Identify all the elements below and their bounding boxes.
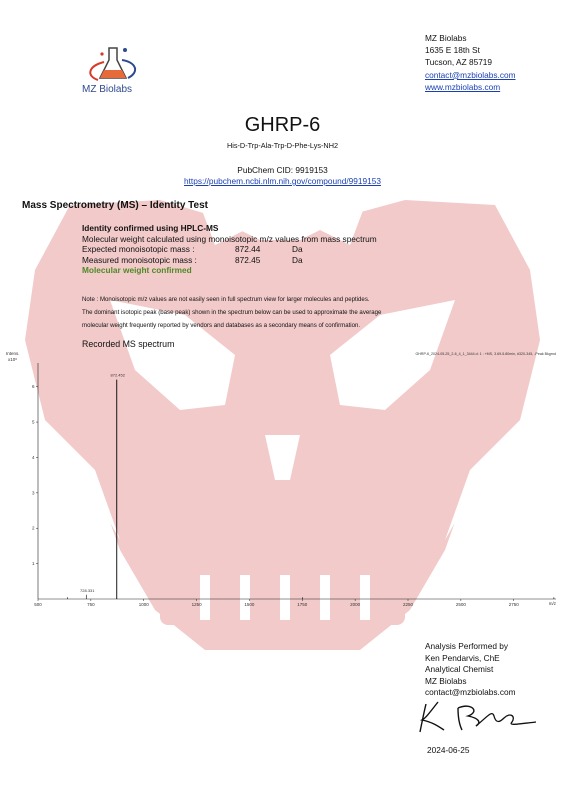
company-website-link[interactable]: www.mzbiolabs.com [425, 81, 501, 92]
pubchem-link[interactable]: https://pubchem.ncbi.nlm.nih.gov/compound/9919153 [184, 176, 381, 186]
section-heading: Mass Spectrometry (MS) – Identity Test [22, 200, 208, 211]
company-street: 1635 E 18th St [425, 45, 480, 56]
signature-date: 2024-06-25 [427, 745, 470, 755]
expected-mass-label: Expected monoisotopic mass : [82, 244, 195, 255]
analyst-email: contact@mzbiolabs.com [425, 687, 516, 698]
measured-mass-label: Measured monoisotopic mass : [82, 254, 197, 265]
y-tick-label: 1 [31, 561, 35, 567]
measured-mass-value: 872.45 [235, 254, 261, 265]
note-line: Note : Monoisotopic m/z values are not easily seen in full spectrum view for larger molecules and peptides. [82, 296, 370, 303]
compound-title: GHRP-6 [244, 114, 321, 136]
pubchem-cid: PubChem CID: 9919153 [237, 165, 328, 175]
x-axis-unit: m/z [548, 601, 556, 606]
peak-label: 728.331 [80, 587, 95, 593]
note-block [82, 293, 482, 333]
x-tick-label: 2000 [350, 602, 361, 607]
x-tick-label: 1500 [244, 602, 255, 607]
expected-mass-value: 872.44 [235, 244, 261, 255]
expected-mass-row [82, 244, 377, 255]
peak-label: 872.452 [110, 372, 125, 378]
measured-mass-row [82, 255, 377, 266]
ms-spectrum-chart [0, 347, 565, 609]
x-tick-label: 2500 [455, 602, 466, 607]
identity-title: Identity confirmed using HPLC-MS [82, 223, 219, 233]
note-line: The dominant isotopic peak (base peak) shown in the spectrum below can be used to approximate the average [82, 309, 382, 317]
x-tick-label: 2750 [508, 602, 519, 607]
logo-text: MZ Biolabs [82, 84, 133, 95]
performed-by-label: Analysis Performed by [425, 641, 509, 651]
identity-block [82, 223, 377, 276]
handwritten-signature [408, 694, 548, 736]
x-tick-label: 1000 [138, 602, 149, 607]
method-description: Molecular weight calculated using monoisotopic m/z values from mass spectrum [82, 233, 377, 244]
y-axis-label-unit: x10⁶ [8, 357, 18, 362]
y-axis-label-top: Intens. [6, 351, 20, 356]
y-tick-label: 4 [31, 454, 35, 460]
x-tick-label: 2250 [402, 602, 414, 607]
expected-mass-unit: Da [292, 244, 303, 255]
spectrum-file-info: GHRP-6_2024-05-25_2-6_4_1_3444.d: 1 : +MS, 3.69-5.80min, #320-345, -Peak Bkgrnd [415, 352, 556, 356]
analyst-name: Ken Pendarvis, ChE [425, 652, 500, 663]
x-tick-label: 750 [87, 602, 95, 607]
confirmation-text: Molecular weight confirmed [82, 265, 192, 276]
measured-mass-unit: Da [292, 254, 303, 265]
x-tick-label: 1250 [191, 602, 202, 607]
y-tick-label: 5 [31, 419, 35, 425]
signature-block [425, 641, 516, 699]
x-tick-label: 1750 [297, 602, 308, 607]
compound-sequence: His-D-Trp-Ala-Trp-D-Phe-Lys-NH2 [226, 141, 339, 150]
company-name: MZ Biolabs [425, 33, 467, 43]
y-tick-label: 3 [31, 490, 35, 496]
note-line: molecular weight frequently reported by vendors and databases as a secondary means of confirmation. [82, 322, 361, 330]
pubchem-link-row [0, 176, 565, 186]
analyst-company: MZ Biolabs [425, 675, 467, 686]
y-tick-label: 2 [31, 525, 35, 531]
company-city: Tucson, AZ 85719 [425, 57, 493, 68]
company-address [425, 32, 516, 93]
company-email-link[interactable]: contact@mzbiolabs.com [425, 69, 516, 80]
x-tick-label: 500 [34, 602, 42, 607]
y-tick-label: 6 [31, 384, 35, 390]
spectrum-title: Recorded MS spectrum [82, 339, 175, 349]
analyst-role: Analytical Chemist [425, 664, 494, 675]
